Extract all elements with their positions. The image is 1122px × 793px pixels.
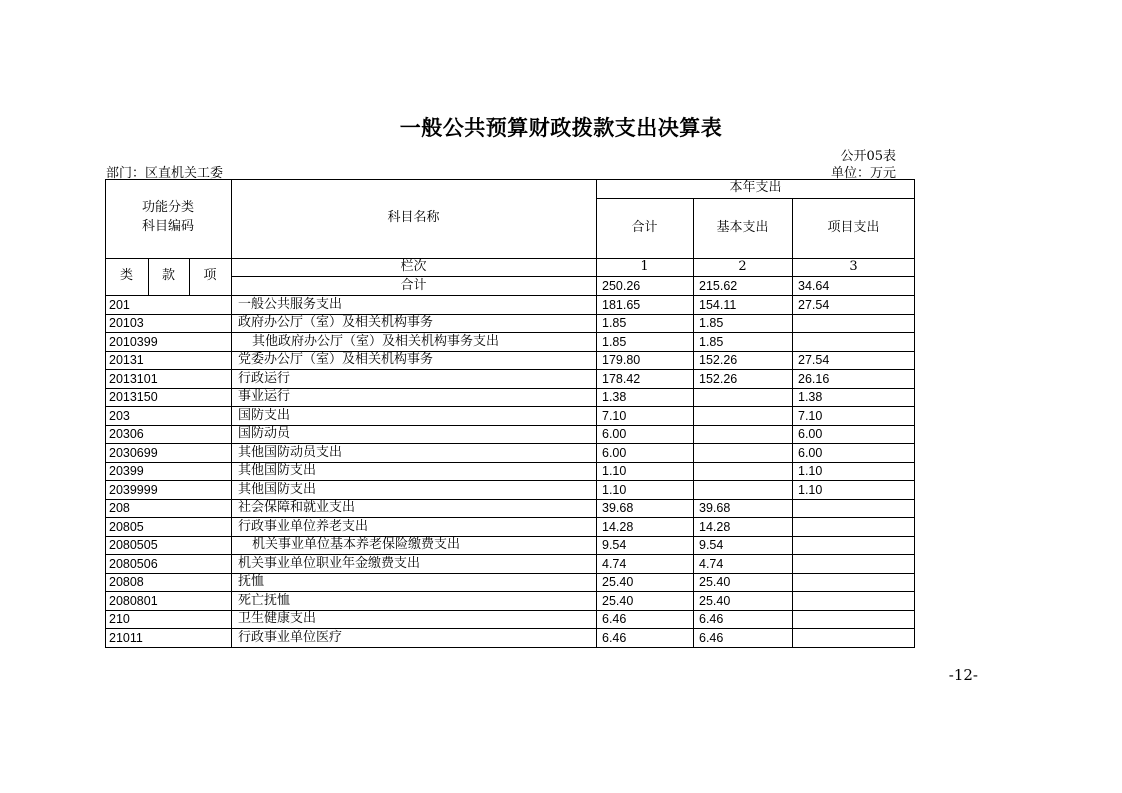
- row-code: 2010399: [109, 334, 158, 349]
- row-name: 一般公共服务支出: [238, 296, 343, 312]
- row-total: 25.40: [602, 575, 634, 589]
- row-project: 6.00: [798, 445, 823, 460]
- row-name: 党委办公厅（室）及相关机构事务: [238, 352, 434, 367]
- subject-code-label: 科目编码: [141, 219, 194, 234]
- row-name: 死亡抚恤: [238, 592, 291, 608]
- row-total: 1.10: [602, 482, 627, 497]
- row-code: 210: [109, 612, 130, 626]
- row-code: 20131: [109, 353, 144, 367]
- table-grid-lines: [105, 179, 915, 648]
- row-code: 203: [109, 408, 130, 423]
- row-name: 其他国防动员支出: [238, 444, 343, 460]
- row-name: 行政事业单位医疗: [238, 629, 343, 645]
- row-code: 21011: [109, 630, 143, 645]
- current-year-header: 本年支出: [729, 180, 782, 195]
- row-code: 2039999: [109, 482, 158, 497]
- row-total: 6.46: [602, 612, 627, 626]
- row-basic: 6.46: [699, 630, 724, 645]
- total-row-total: 250.26: [602, 279, 641, 293]
- row-basic: 14.28: [699, 519, 731, 534]
- row-code: 20399: [109, 464, 144, 478]
- row-project: 27.54: [798, 353, 830, 367]
- row-code: 20103: [109, 316, 144, 330]
- row-project: 6.00: [798, 427, 823, 441]
- total-row-project: 34.64: [798, 279, 830, 293]
- row-basic: 9.54: [699, 538, 724, 552]
- row-project: 7.10: [798, 408, 823, 423]
- column-index-2: 2: [738, 259, 747, 274]
- row-total: 6.00: [602, 445, 627, 460]
- row-total: 7.10: [602, 408, 627, 423]
- row-name: 行政事业单位养老支出: [238, 518, 369, 534]
- row-basic: 6.46: [699, 612, 724, 626]
- row-name: 事业运行: [238, 389, 291, 404]
- row-basic: 25.40: [699, 575, 731, 589]
- row-basic: 4.74: [699, 556, 724, 571]
- row-total: 9.54: [602, 538, 627, 552]
- row-code: 2080506: [109, 556, 158, 571]
- row-total: 179.80: [602, 353, 641, 367]
- lanci-label: 栏次: [400, 259, 427, 274]
- row-total: 4.74: [602, 556, 627, 571]
- col-basic-header: 基本支出: [716, 220, 769, 235]
- row-basic: 1.85: [699, 334, 724, 349]
- row-name: 机关事业单位职业年金缴费支出: [238, 555, 421, 571]
- page-number: -12-: [948, 666, 978, 684]
- expenditure-table: [105, 179, 915, 648]
- row-project: 1.10: [798, 464, 823, 478]
- row-total: 1.38: [602, 390, 627, 404]
- row-code: 2030699: [109, 445, 158, 460]
- row-basic: 39.68: [699, 501, 731, 515]
- row-name: 其他国防支出: [238, 463, 317, 478]
- row-code: 2080505: [109, 538, 158, 552]
- row-project: 27.54: [798, 297, 830, 312]
- row-total: 14.28: [602, 519, 634, 534]
- row-total: 1.85: [602, 334, 627, 349]
- row-project: 1.38: [798, 390, 823, 404]
- row-code: 2013101: [109, 371, 158, 386]
- row-name: 机关事业单位基本养老保险缴费支出: [252, 537, 461, 552]
- kuan-label: 款: [161, 268, 175, 283]
- row-code: 201: [109, 297, 130, 312]
- xiang-label: 项: [203, 268, 217, 283]
- row-total: 1.85: [602, 316, 627, 330]
- department-label: 部门：区直机关工委: [106, 166, 224, 181]
- row-total: 181.65: [602, 297, 641, 312]
- row-name: 卫生健康支出: [238, 611, 317, 626]
- row-code: 20808: [109, 575, 144, 589]
- row-name: 政府办公厅（室）及相关机构事务: [238, 315, 434, 330]
- row-name: 国防动员: [238, 426, 291, 441]
- lei-label: 类: [119, 268, 133, 283]
- row-basic: 152.26: [699, 353, 738, 367]
- row-basic: 25.40: [699, 593, 731, 608]
- subject-name-header: 科目名称: [387, 210, 440, 225]
- row-name: 其他国防支出: [238, 481, 317, 497]
- page-title: 一般公共预算财政拨款支出决算表: [399, 116, 723, 140]
- row-total: 6.46: [602, 630, 627, 645]
- row-basic: 1.85: [699, 316, 724, 330]
- row-project: 26.16: [798, 371, 830, 386]
- row-total: 25.40: [602, 593, 634, 608]
- column-index-1: 1: [640, 259, 649, 274]
- row-code: 208: [109, 501, 130, 515]
- row-total: 6.00: [602, 427, 627, 441]
- col-total-header: 合计: [631, 220, 658, 235]
- row-code: 2080801: [109, 593, 158, 608]
- row-total: 1.10: [602, 464, 627, 478]
- row-code: 20805: [109, 519, 144, 534]
- row-code: 20306: [109, 427, 144, 441]
- row-project: 1.10: [798, 482, 823, 497]
- col-project-header: 项目支出: [827, 220, 880, 235]
- row-name: 社会保障和就业支出: [238, 500, 356, 515]
- row-total: 178.42: [602, 371, 641, 386]
- row-basic: 154.11: [699, 297, 737, 312]
- row-name: 其他政府办公厅（室）及相关机构事务支出: [252, 333, 500, 349]
- row-code: 2013150: [109, 390, 158, 404]
- func-class-label: 功能分类: [141, 200, 194, 215]
- column-index-3: 3: [849, 259, 858, 274]
- total-row-basic: 215.62: [699, 279, 738, 293]
- row-name: 抚恤: [238, 574, 265, 589]
- row-total: 39.68: [602, 501, 634, 515]
- unit-label: 单位：万元: [830, 166, 896, 181]
- row-name: 行政运行: [238, 370, 291, 386]
- row-basic: 152.26: [699, 371, 738, 386]
- row-name: 国防支出: [238, 407, 291, 423]
- total-row-label: 合计: [400, 278, 427, 293]
- form-number: 公开05表: [840, 149, 896, 164]
